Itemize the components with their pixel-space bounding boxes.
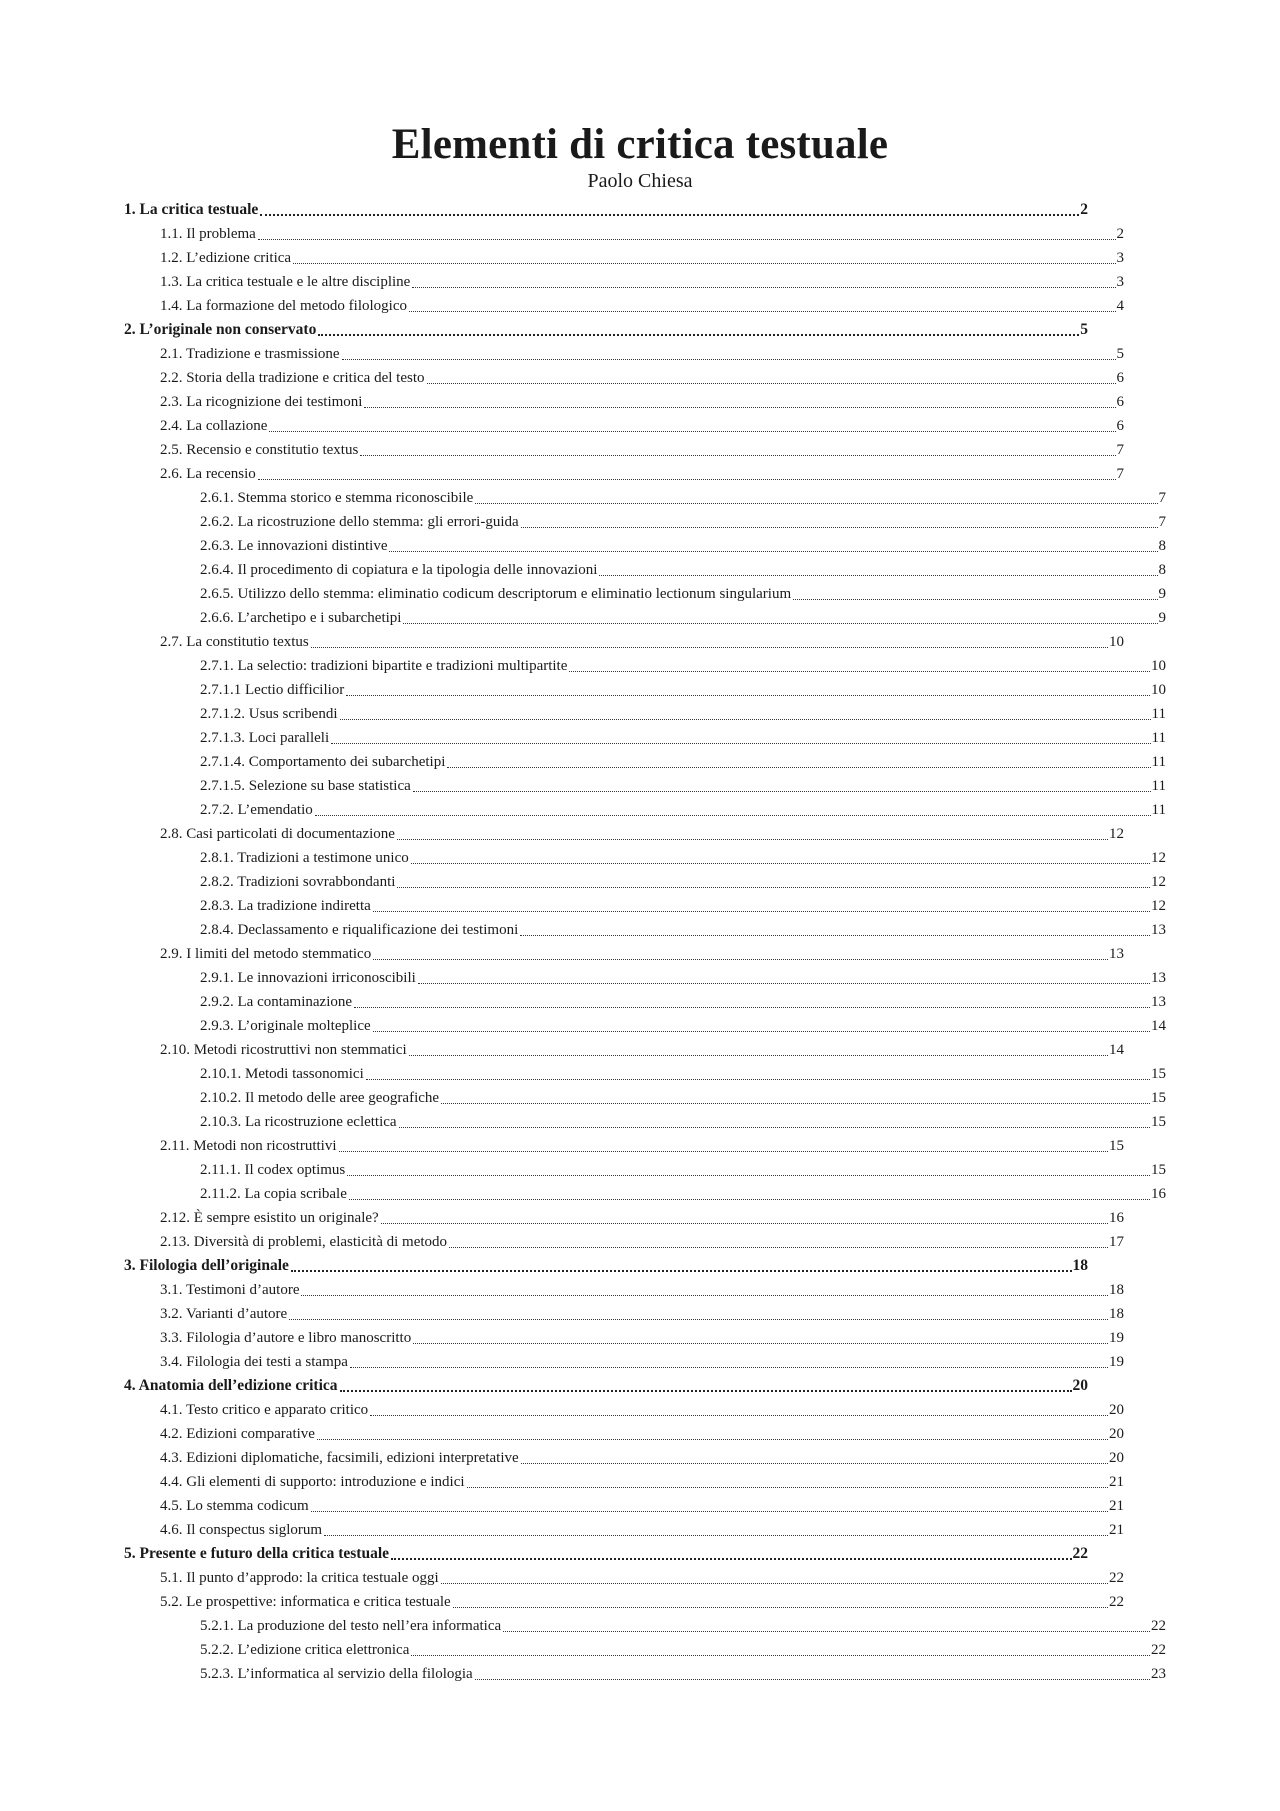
toc-entry-label: 2.9.2. La contaminazione (200, 994, 353, 1010)
toc-entry[interactable] (200, 1086, 1166, 1110)
toc-dot-leader (311, 1511, 1108, 1512)
toc-entry-page: 5 (1116, 346, 1124, 362)
toc-entry-page: 12 (1151, 850, 1166, 866)
toc-entry-label: 1.1. Il problema (160, 226, 256, 242)
toc-entry-label: 2. L’originale non conservato (124, 321, 317, 338)
toc-entry-label: 2.8. Casi particolati di documentazione (160, 826, 395, 842)
toc-entry-label: 2.7. La constitutio textus (160, 634, 309, 650)
toc-entry-page: 12 (1109, 826, 1124, 842)
toc-entry-label: 2.12. È sempre esistito un originale? (160, 1210, 379, 1226)
toc-entry[interactable] (200, 846, 1166, 870)
toc-entry-label: 2.2. Storia della tradizione e critica del testo (160, 370, 425, 386)
toc-entry-label: 4.4. Gli elementi di supporto: introduzione e indici (160, 1474, 465, 1490)
toc-entry-label: 2.8.2. Tradizioni sovrabbondanti (200, 874, 396, 890)
toc-entry[interactable] (160, 1326, 1124, 1350)
toc-dot-leader (389, 551, 1157, 552)
toc-entry-page: 6 (1116, 370, 1124, 386)
toc-dot-leader (340, 1390, 1072, 1392)
toc-entry-page: 16 (1151, 1186, 1166, 1202)
toc-entry[interactable] (200, 1158, 1166, 1182)
toc-entry-page: 7 (1158, 514, 1166, 530)
toc-entry-label: 4. Anatomia dell’edizione critica (124, 1377, 338, 1394)
toc-dot-leader (346, 695, 1150, 696)
toc-entry[interactable] (124, 198, 1088, 222)
toc-dot-leader (397, 839, 1108, 840)
toc-entry-label: 2.9. I limiti del metodo stemmatico (160, 946, 372, 962)
toc-dot-leader (311, 647, 1108, 648)
toc-entry[interactable] (200, 990, 1166, 1014)
toc-dot-leader (289, 1319, 1108, 1320)
toc-entry[interactable] (160, 1494, 1124, 1518)
toc-dot-leader (475, 1679, 1150, 1680)
toc-entry-page: 12 (1151, 898, 1166, 914)
toc-entry-label: 5.2.2. L’edizione critica elettronica (200, 1642, 410, 1658)
toc-entry-label: 2.7.1.3. Loci paralleli (200, 730, 330, 746)
toc-entry-page: 20 (1109, 1426, 1124, 1442)
toc-entry-label: 2.11.1. Il codex optimus (200, 1162, 346, 1178)
toc-entry-label: 2.1. Tradizione e trasmissione (160, 346, 340, 362)
toc-entry-label: 5.2. Le prospettive: informatica e critica testuale (160, 1594, 451, 1610)
toc-entry-label: 2.5. Recensio e constitutio textus (160, 442, 359, 458)
toc-entry-label: 2.10. Metodi ricostruttivi non stemmatici (160, 1042, 407, 1058)
toc-dot-leader (521, 1463, 1108, 1464)
toc-entry-label: 3.2. Varianti d’autore (160, 1306, 288, 1322)
toc-entry-label: 2.6.5. Utilizzo dello stemma: eliminatio codicum descriptorum e eliminatio lectionum singularium (200, 586, 792, 602)
toc-entry[interactable] (200, 750, 1166, 774)
toc-dot-leader (354, 1007, 1150, 1008)
toc-entry[interactable] (200, 894, 1166, 918)
toc-dot-leader (370, 1415, 1108, 1416)
toc-entry[interactable] (160, 630, 1124, 654)
toc-entry[interactable] (200, 726, 1166, 750)
toc-entry-page: 22 (1151, 1642, 1166, 1658)
toc-entry[interactable] (160, 1038, 1124, 1062)
toc-entry-page: 18 (1072, 1257, 1088, 1274)
toc-dot-leader (520, 935, 1150, 936)
toc-entry-label: 1.3. La critica testuale e le altre discipline (160, 274, 411, 290)
toc-dot-leader (399, 1127, 1150, 1128)
toc-entry[interactable] (200, 702, 1166, 726)
toc-dot-leader (475, 503, 1157, 504)
toc-entry-page: 13 (1151, 922, 1166, 938)
toc-entry[interactable] (124, 1542, 1088, 1566)
toc-entry-label: 4.3. Edizioni diplomatiche, facsimili, edizioni interpretative (160, 1450, 519, 1466)
toc-entry[interactable] (200, 870, 1166, 894)
toc-entry-label: 2.8.4. Declassamento e riqualificazione dei testimoni (200, 922, 519, 938)
toc-entry-label: 2.9.1. Le innovazioni irriconoscibili (200, 970, 416, 986)
toc-dot-leader (793, 599, 1157, 600)
toc-entry[interactable] (124, 1374, 1088, 1398)
toc-dot-leader (569, 671, 1150, 672)
toc-entry-page: 11 (1151, 778, 1166, 794)
toc-entry-page: 15 (1151, 1114, 1166, 1130)
toc-entry-label: 2.6. La recensio (160, 466, 256, 482)
toc-entry-page: 13 (1151, 970, 1166, 986)
toc-dot-leader (373, 1031, 1150, 1032)
toc-dot-leader (340, 719, 1151, 720)
toc-dot-leader (418, 983, 1150, 984)
toc-entry-label: 5. Presente e futuro della critica testuale (124, 1545, 390, 1562)
toc-entry[interactable] (160, 1566, 1124, 1590)
toc-dot-leader (269, 431, 1115, 432)
toc-entry[interactable] (124, 1254, 1088, 1278)
toc-entry[interactable] (200, 510, 1166, 534)
toc-entry-label: 5.2.3. L’informatica al servizio della filologia (200, 1666, 473, 1682)
toc-entry-label: 1.4. La formazione del metodo filologico (160, 298, 408, 314)
toc-entry-page: 7 (1116, 442, 1124, 458)
toc-entry[interactable] (200, 966, 1166, 990)
toc-entry-label: 1.2. L’edizione critica (160, 250, 292, 266)
toc-entry[interactable] (200, 678, 1166, 702)
toc-entry[interactable] (200, 582, 1166, 606)
toc-entry[interactable] (200, 534, 1166, 558)
toc-entry-label: 2.6.6. L’archetipo e i subarchetipi (200, 610, 402, 626)
toc-entry-page: 11 (1151, 754, 1166, 770)
toc-entry-label: 2.7.1.4. Comportamento dei subarchetipi (200, 754, 446, 770)
toc-entry-page: 16 (1109, 1210, 1124, 1226)
toc-entry-page: 7 (1158, 490, 1166, 506)
toc-entry[interactable] (200, 1182, 1166, 1206)
toc-entry[interactable] (160, 1134, 1124, 1158)
toc-entry-label: 2.7.1.2. Usus scribendi (200, 706, 338, 722)
toc-entry-page: 9 (1158, 610, 1166, 626)
toc-entry-label: 2.10.1. Metodi tassonomici (200, 1066, 364, 1082)
toc-entry-page: 18 (1109, 1306, 1124, 1322)
toc-entry-page: 10 (1109, 634, 1124, 650)
toc-entry-page: 8 (1158, 562, 1166, 578)
toc-entry-page: 11 (1151, 706, 1166, 722)
toc-entry[interactable] (200, 606, 1166, 630)
toc-entry-label: 3.1. Testimoni d’autore (160, 1282, 300, 1298)
toc-entry-page: 10 (1151, 658, 1166, 674)
toc-entry-label: 2.8.3. La tradizione indiretta (200, 898, 371, 914)
toc-dot-leader (411, 1655, 1150, 1656)
toc-entry[interactable] (200, 1638, 1166, 1662)
toc-entry-page: 7 (1116, 466, 1124, 482)
toc-entry[interactable] (160, 1590, 1124, 1614)
toc-entry-label: 2.13. Diversità di problemi, elasticità di metodo (160, 1234, 448, 1250)
toc-entry-page: 15 (1151, 1090, 1166, 1106)
toc-entry-page: 20 (1072, 1377, 1088, 1394)
toc-entry-page: 15 (1151, 1162, 1166, 1178)
toc-entry-label: 2.7.1. La selectio: tradizioni bipartite e tradizioni multipartite (200, 658, 568, 674)
toc-entry[interactable] (160, 1422, 1124, 1446)
toc-entry-page: 8 (1158, 538, 1166, 554)
toc-entry-label: 2.6.1. Stemma storico e stemma riconoscibile (200, 490, 474, 506)
toc-dot-leader (413, 1343, 1108, 1344)
toc-entry-page: 6 (1116, 394, 1124, 410)
toc-entry-page: 3 (1116, 274, 1124, 290)
toc-entry-label: 2.11. Metodi non ricostruttivi (160, 1138, 337, 1154)
toc-entry-label: 2.10.2. Il metodo delle aree geografiche (200, 1090, 440, 1106)
toc-entry-label: 2.3. La ricognizione dei testimoni (160, 394, 363, 410)
toc-entry-label: 4.6. Il conspectus siglorum (160, 1522, 323, 1538)
toc-dot-leader (317, 1439, 1108, 1440)
toc-entry[interactable] (200, 798, 1166, 822)
toc-entry-page: 17 (1109, 1234, 1124, 1250)
toc-entry-label: 2.6.4. Il procedimento di copiatura e la tipologia delle innovazioni (200, 562, 598, 578)
toc-entry[interactable] (160, 1398, 1124, 1422)
toc-entry[interactable] (160, 438, 1124, 462)
toc-entry[interactable] (200, 774, 1166, 798)
toc-entry-label: 2.10.3. La ricostruzione eclettica (200, 1114, 397, 1130)
toc-entry-label: 3. Filologia dell’originale (124, 1257, 289, 1274)
toc-entry-page: 15 (1151, 1066, 1166, 1082)
toc-entry-label: 2.6.2. La ricostruzione dello stemma: gli errori-guida (200, 514, 519, 530)
toc-entry[interactable] (160, 222, 1124, 246)
toc-entry[interactable] (160, 294, 1124, 318)
toc-dot-leader (453, 1607, 1108, 1608)
toc-entry[interactable] (200, 1110, 1166, 1134)
toc-entry[interactable] (200, 1062, 1166, 1086)
toc-dot-leader (467, 1487, 1108, 1488)
toc-dot-leader (409, 1055, 1108, 1056)
toc-dot-leader (397, 887, 1150, 888)
toc-entry-page: 10 (1151, 682, 1166, 698)
toc-entry[interactable] (160, 942, 1124, 966)
toc-dot-leader (447, 767, 1150, 768)
toc-entry[interactable] (160, 270, 1124, 294)
toc-dot-leader (349, 1199, 1150, 1200)
toc-dot-leader (503, 1631, 1150, 1632)
toc-entry-page: 20 (1109, 1450, 1124, 1466)
toc-entry[interactable] (200, 558, 1166, 582)
toc-dot-leader (449, 1247, 1108, 1248)
document-title: Elementi di critica testuale (391, 121, 889, 168)
toc-entry[interactable] (200, 1662, 1166, 1686)
toc-entry[interactable] (160, 1206, 1124, 1230)
toc-dot-leader (360, 455, 1115, 456)
toc-dot-leader (411, 863, 1150, 864)
toc-entry-label: 5.2.1. La produzione del testo nell’era informatica (200, 1618, 502, 1634)
toc-entry-label: 3.4. Filologia dei testi a stampa (160, 1354, 348, 1370)
toc-entry[interactable] (160, 822, 1124, 846)
toc-entry[interactable] (160, 1518, 1124, 1542)
toc-entry-page: 11 (1151, 802, 1166, 818)
toc-entry-page: 22 (1151, 1618, 1166, 1634)
toc-entry[interactable] (160, 1446, 1124, 1470)
toc-dot-leader (381, 1223, 1108, 1224)
toc-entry[interactable] (200, 1614, 1166, 1638)
toc-entry[interactable] (160, 342, 1124, 366)
toc-entry-page: 22 (1072, 1545, 1088, 1562)
toc-entry-page: 19 (1109, 1354, 1124, 1370)
toc-dot-leader (342, 359, 1116, 360)
toc-entry-page: 2 (1116, 226, 1124, 242)
toc-dot-leader (258, 239, 1116, 240)
toc-entry-page: 5 (1080, 321, 1088, 338)
toc-entry[interactable] (160, 390, 1124, 414)
toc-entry[interactable] (160, 1302, 1124, 1326)
toc-entry[interactable] (160, 1278, 1124, 1302)
toc-entry-label: 1. La critica testuale (124, 201, 259, 218)
toc-entry-label: 5.1. Il punto d’approdo: la critica testuale oggi (160, 1570, 439, 1586)
toc-dot-leader (301, 1295, 1108, 1296)
toc-dot-leader (403, 623, 1157, 624)
toc-dot-leader (258, 479, 1116, 480)
toc-entry-page: 4 (1116, 298, 1124, 314)
toc-entry-page: 12 (1151, 874, 1166, 890)
toc-dot-leader (391, 1558, 1071, 1560)
toc-dot-leader (441, 1583, 1108, 1584)
toc-dot-leader (293, 263, 1115, 264)
toc-dot-leader (291, 1270, 1072, 1272)
toc-dot-leader (413, 791, 1151, 792)
toc-entry[interactable] (160, 462, 1124, 486)
toc-entry-label: 4.2. Edizioni comparative (160, 1426, 315, 1442)
toc-entry[interactable] (160, 366, 1124, 390)
toc-entry[interactable] (160, 414, 1124, 438)
toc-entry-label: 2.7.1.1 Lectio difficilior (200, 682, 345, 698)
document-author: Paolo Chiesa (587, 170, 693, 192)
toc-dot-leader (347, 1175, 1150, 1176)
toc-entry-label: 2.7.1.5. Selezione su base statistica (200, 778, 411, 794)
toc-entry-page: 13 (1109, 946, 1124, 962)
toc-entry[interactable] (200, 654, 1166, 678)
toc-entry-page: 22 (1109, 1570, 1124, 1586)
toc-entry[interactable] (160, 1230, 1124, 1254)
toc-dot-leader (331, 743, 1150, 744)
toc-entry-label: 2.7.2. L’emendatio (200, 802, 313, 818)
toc-entry-label: 4.1. Testo critico e apparato critico (160, 1402, 369, 1418)
toc-entry-page: 21 (1109, 1474, 1124, 1490)
toc-entry-page: 20 (1109, 1402, 1124, 1418)
toc-entry-page: 15 (1109, 1138, 1124, 1154)
toc-entry-page: 19 (1109, 1330, 1124, 1346)
toc-dot-leader (412, 287, 1115, 288)
toc-dot-leader (521, 527, 1158, 528)
toc-entry-label: 4.5. Lo stemma codicum (160, 1498, 309, 1514)
toc-entry-label: 2.11.2. La copia scribale (200, 1186, 347, 1202)
toc-dot-leader (260, 214, 1079, 216)
toc-dot-leader (409, 311, 1115, 312)
toc-entry-label: 2.8.1. Tradizioni a testimone unico (200, 850, 409, 866)
toc-entry-page: 2 (1080, 201, 1088, 218)
toc-dot-leader (441, 1103, 1150, 1104)
toc-dot-leader (599, 575, 1157, 576)
toc-entry[interactable] (160, 246, 1124, 270)
toc-entry-label: 3.3. Filologia d’autore e libro manoscritto (160, 1330, 412, 1346)
toc-entry[interactable] (200, 486, 1166, 510)
toc-entry-page: 13 (1151, 994, 1166, 1010)
toc-entry-page: 14 (1151, 1018, 1166, 1034)
toc-dot-leader (366, 1079, 1150, 1080)
toc-dot-leader (427, 383, 1116, 384)
toc-entry-page: 6 (1116, 418, 1124, 434)
toc-entry-page: 22 (1109, 1594, 1124, 1610)
toc-entry-page: 11 (1151, 730, 1166, 746)
toc-dot-leader (373, 911, 1150, 912)
toc-dot-leader (364, 407, 1115, 408)
toc-entry[interactable] (200, 918, 1166, 942)
toc-dot-leader (324, 1535, 1108, 1536)
toc-entry[interactable] (160, 1350, 1124, 1374)
toc-dot-leader (350, 1367, 1108, 1368)
toc-entry[interactable] (200, 1014, 1166, 1038)
toc-entry[interactable] (160, 1470, 1124, 1494)
toc-dot-leader (318, 334, 1079, 336)
toc-dot-leader (315, 815, 1151, 816)
toc-entry-label: 2.4. La collazione (160, 418, 268, 434)
toc-entry-label: 2.6.3. Le innovazioni distintive (200, 538, 388, 554)
toc-entry-page: 21 (1109, 1498, 1124, 1514)
toc-entry-page: 14 (1109, 1042, 1124, 1058)
toc-dot-leader (339, 1151, 1108, 1152)
toc-entry-page: 3 (1116, 250, 1124, 266)
toc-entry[interactable] (124, 318, 1088, 342)
toc-entry-page: 23 (1151, 1666, 1166, 1682)
toc-entry-page: 18 (1109, 1282, 1124, 1298)
toc-dot-leader (373, 959, 1108, 960)
toc-entry-page: 9 (1158, 586, 1166, 602)
toc-entry-label: 2.9.3. L’originale molteplice (200, 1018, 371, 1034)
toc-entry-page: 21 (1109, 1522, 1124, 1538)
